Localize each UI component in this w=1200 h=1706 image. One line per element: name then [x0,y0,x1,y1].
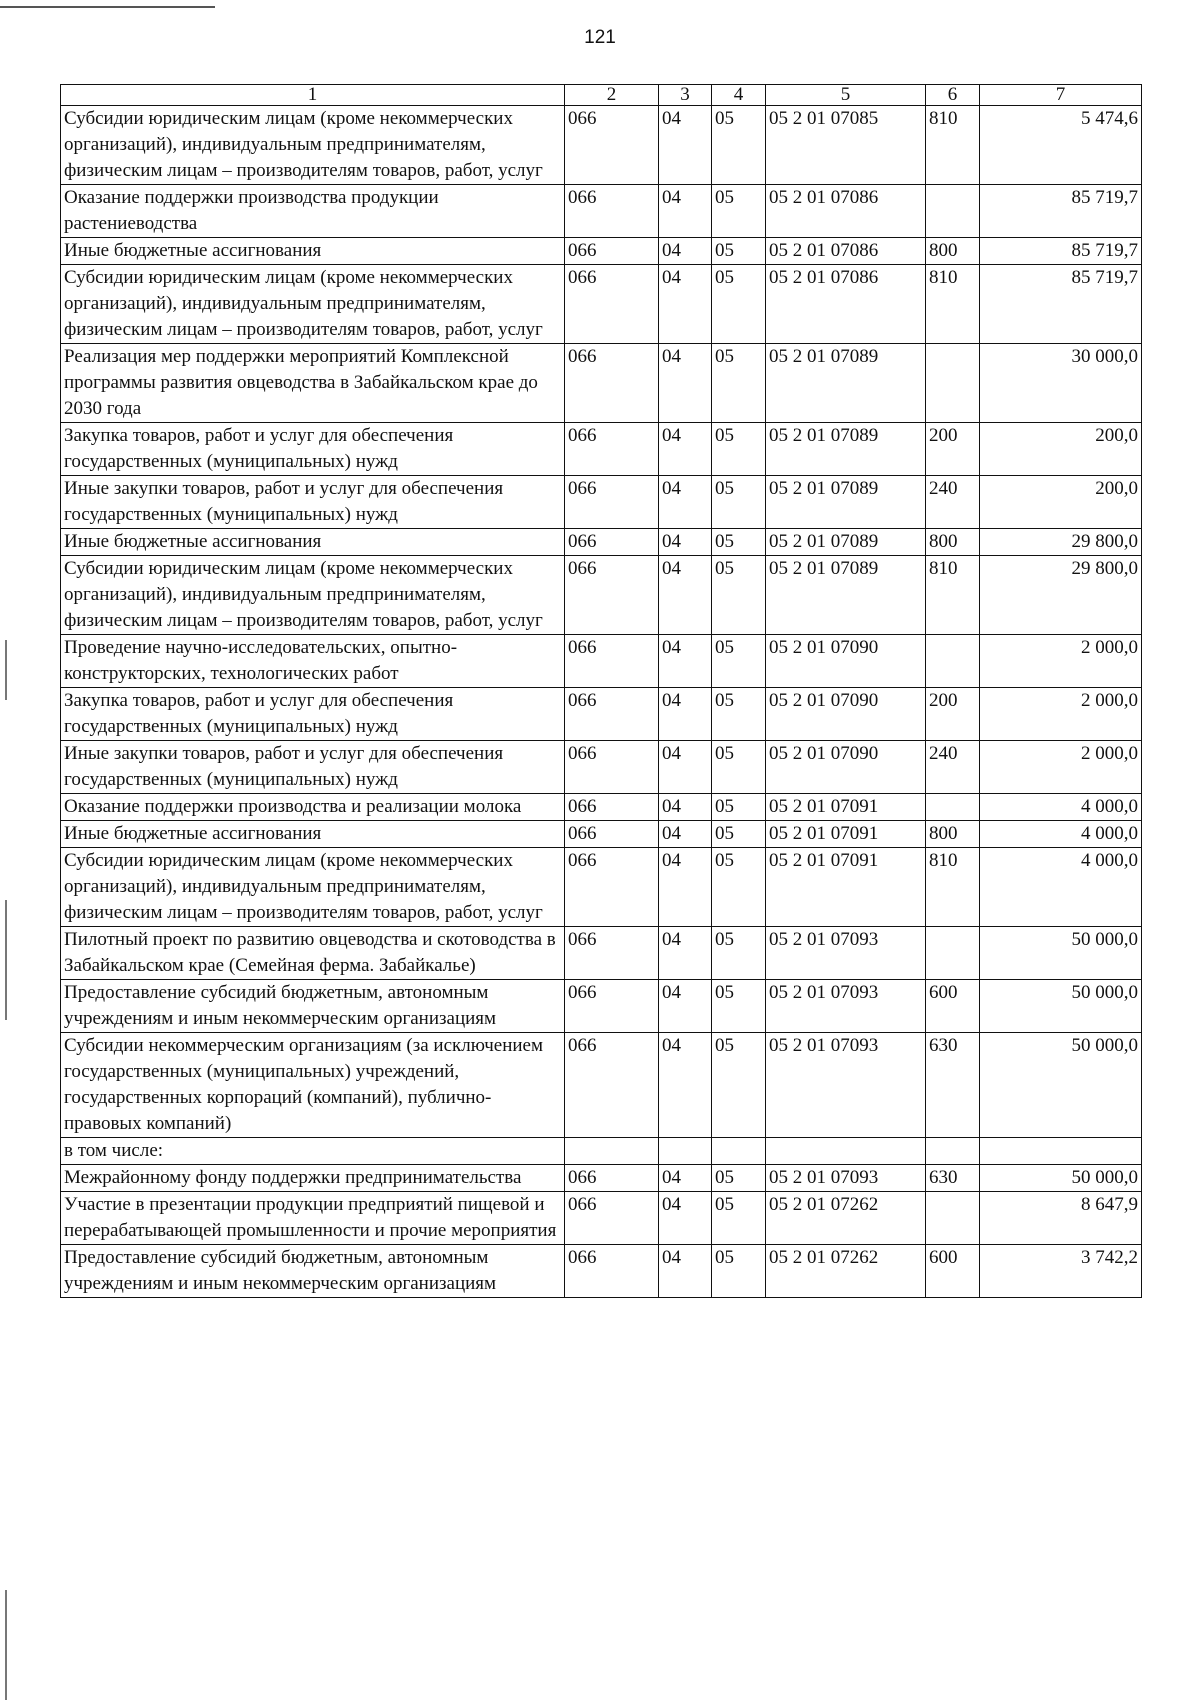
section-code-cell: 04 [659,1165,712,1192]
row-name-cell: Реализация мер поддержки мероприятий Комплексной программы развития овцеводства в Забайкальском крае до 2030 года [61,344,565,423]
target-article-cell: 05 2 01 07093 [766,927,926,980]
subsection-code-cell: 05 [712,476,766,529]
page-number: 121 [584,27,616,48]
section-code-cell: 04 [659,265,712,344]
subsection-code-cell: 05 [712,185,766,238]
section-code-cell: 04 [659,556,712,635]
amount-cell: 85 719,7 [980,238,1142,265]
row-name-cell: Субсидии юридическим лицам (кроме некоммерческих организаций), индивидуальным предпринимателям, физическим лицам – производителям товаров, работ, услуг [61,106,565,185]
amount-cell: 4 000,0 [980,821,1142,848]
table-row [61,1245,1142,1298]
expense-type-cell [926,1138,980,1165]
expense-type-cell [926,185,980,238]
subsection-code-cell: 05 [712,344,766,423]
row-name-cell: Межрайонному фонду поддержки предпринимательства [61,1165,565,1192]
section-code-cell: 04 [659,848,712,927]
section-code-cell: 04 [659,238,712,265]
expense-type-cell: 810 [926,556,980,635]
amount-cell: 50 000,0 [980,927,1142,980]
table-row [61,185,1142,238]
section-code-cell: 04 [659,688,712,741]
department-code-cell: 066 [565,238,659,265]
target-article-cell: 05 2 01 07089 [766,423,926,476]
table-row [61,265,1142,344]
scan-edge-mark [5,1590,7,1700]
table-row [61,821,1142,848]
department-code-cell: 066 [565,529,659,556]
subsection-code-cell: 05 [712,1192,766,1245]
expense-type-cell: 800 [926,821,980,848]
subsection-code-cell: 05 [712,106,766,185]
target-article-cell [766,1138,926,1165]
target-article-cell: 05 2 01 07090 [766,688,926,741]
table-row [61,1192,1142,1245]
expense-type-cell: 200 [926,423,980,476]
amount-cell: 200,0 [980,476,1142,529]
row-name-cell: Иные бюджетные ассигнования [61,529,565,556]
department-code-cell: 066 [565,794,659,821]
scan-top-rule [0,6,215,8]
subsection-code-cell: 05 [712,238,766,265]
section-code-cell: 04 [659,423,712,476]
expense-type-cell: 800 [926,238,980,265]
row-name-cell: Проведение научно-исследовательских, опытно-конструкторских, технологических работ [61,635,565,688]
row-name-cell: Иные бюджетные ассигнования [61,821,565,848]
scan-edge-mark [5,900,7,1020]
expense-type-cell [926,1192,980,1245]
amount-cell: 85 719,7 [980,265,1142,344]
department-code-cell: 066 [565,556,659,635]
scan-edge-mark [5,640,7,700]
subsection-code-cell: 05 [712,529,766,556]
target-article-cell: 05 2 01 07262 [766,1192,926,1245]
table-row [61,927,1142,980]
column-header: 3 [659,85,712,106]
row-name-cell: Пилотный проект по развитию овцеводства и скотоводства в Забайкальском крае (Семейная ферма. Забайкалье) [61,927,565,980]
department-code-cell: 066 [565,688,659,741]
subsection-code-cell: 05 [712,927,766,980]
section-code-cell [659,1138,712,1165]
column-header: 6 [926,85,980,106]
department-code-cell [565,1138,659,1165]
subsection-code-cell: 05 [712,980,766,1033]
row-name-cell: Оказание поддержки производства и реализации молока [61,794,565,821]
target-article-cell: 05 2 01 07093 [766,1033,926,1138]
subsection-code-cell: 05 [712,821,766,848]
target-article-cell: 05 2 01 07091 [766,848,926,927]
column-header: 2 [565,85,659,106]
section-code-cell: 04 [659,741,712,794]
amount-cell: 8 647,9 [980,1192,1142,1245]
expense-type-cell: 630 [926,1033,980,1138]
section-code-cell: 04 [659,1192,712,1245]
table-row [61,344,1142,423]
amount-cell: 3 742,2 [980,1245,1142,1298]
target-article-cell: 05 2 01 07089 [766,476,926,529]
department-code-cell: 066 [565,185,659,238]
department-code-cell: 066 [565,635,659,688]
subsection-code-cell: 05 [712,688,766,741]
table-row [61,1165,1142,1192]
department-code-cell: 066 [565,927,659,980]
row-name-cell: Субсидии юридическим лицам (кроме некоммерческих организаций), индивидуальным предпринимателям, физическим лицам – производителям товаров, работ, услуг [61,848,565,927]
subsection-code-cell: 05 [712,556,766,635]
table-row [61,106,1142,185]
target-article-cell: 05 2 01 07090 [766,635,926,688]
target-article-cell: 05 2 01 07089 [766,344,926,423]
amount-cell: 2 000,0 [980,741,1142,794]
department-code-cell: 066 [565,423,659,476]
expense-type-cell [926,635,980,688]
table-row [61,556,1142,635]
section-code-cell: 04 [659,529,712,556]
department-code-cell: 066 [565,476,659,529]
row-name-cell: Иные закупки товаров, работ и услуг для обеспечения государственных (муниципальных) нужд [61,741,565,794]
expense-type-cell: 600 [926,1245,980,1298]
expense-type-cell: 810 [926,848,980,927]
table-header-row [61,85,1142,106]
table-row [61,1138,1142,1165]
target-article-cell: 05 2 01 07093 [766,980,926,1033]
section-code-cell: 04 [659,344,712,423]
target-article-cell: 05 2 01 07090 [766,741,926,794]
table-row [61,688,1142,741]
subsection-code-cell: 05 [712,423,766,476]
table-row [61,423,1142,476]
amount-cell: 4 000,0 [980,794,1142,821]
department-code-cell: 066 [565,1192,659,1245]
table-row [61,794,1142,821]
department-code-cell: 066 [565,980,659,1033]
amount-cell [980,1138,1142,1165]
subsection-code-cell: 05 [712,1033,766,1138]
row-name-cell: Иные закупки товаров, работ и услуг для обеспечения государственных (муниципальных) нужд [61,476,565,529]
amount-cell: 29 800,0 [980,529,1142,556]
expense-type-cell: 810 [926,106,980,185]
department-code-cell: 066 [565,265,659,344]
department-code-cell: 066 [565,1245,659,1298]
row-name-cell: Предоставление субсидий бюджетным, автономным учреждениям и иным некоммерческим организациям [61,1245,565,1298]
budget-table [60,84,1142,1298]
amount-cell: 200,0 [980,423,1142,476]
row-name-cell: Иные бюджетные ассигнования [61,238,565,265]
department-code-cell: 066 [565,821,659,848]
subsection-code-cell: 05 [712,794,766,821]
section-code-cell: 04 [659,476,712,529]
target-article-cell: 05 2 01 07089 [766,556,926,635]
department-code-cell: 066 [565,106,659,185]
table-row [61,238,1142,265]
expense-type-cell: 800 [926,529,980,556]
department-code-cell: 066 [565,741,659,794]
column-header: 1 [61,85,565,106]
section-code-cell: 04 [659,185,712,238]
table-row [61,635,1142,688]
row-name-cell: Субсидии юридическим лицам (кроме некоммерческих организаций), индивидуальным предпринимателям, физическим лицам – производителям товаров, работ, услуг [61,556,565,635]
row-name-cell: Оказание поддержки производства продукции растениеводства [61,185,565,238]
amount-cell: 50 000,0 [980,980,1142,1033]
table-row [61,741,1142,794]
section-code-cell: 04 [659,1033,712,1138]
department-code-cell: 066 [565,344,659,423]
amount-cell: 85 719,7 [980,185,1142,238]
section-code-cell: 04 [659,106,712,185]
row-name-cell: Закупка товаров, работ и услуг для обеспечения государственных (муниципальных) нужд [61,688,565,741]
target-article-cell: 05 2 01 07089 [766,529,926,556]
subsection-code-cell: 05 [712,1165,766,1192]
table-row [61,476,1142,529]
row-name-cell: Участие в презентации продукции предприятий пищевой и перерабатывающей промышленности и прочие мероприятия [61,1192,565,1245]
row-name-cell: Субсидии некоммерческим организациям (за исключением государственных (муниципальных) учреждений, государственных корпораций (компаний), публично-правовых компаний) [61,1033,565,1138]
section-code-cell: 04 [659,635,712,688]
table-row [61,529,1142,556]
amount-cell: 4 000,0 [980,848,1142,927]
section-code-cell: 04 [659,794,712,821]
department-code-cell: 066 [565,1165,659,1192]
amount-cell: 5 474,6 [980,106,1142,185]
target-article-cell: 05 2 01 07086 [766,265,926,344]
target-article-cell: 05 2 01 07091 [766,821,926,848]
expense-type-cell [926,344,980,423]
target-article-cell: 05 2 01 07093 [766,1165,926,1192]
subsection-code-cell: 05 [712,265,766,344]
column-header: 5 [766,85,926,106]
department-code-cell: 066 [565,848,659,927]
table-row [61,1033,1142,1138]
table-row [61,980,1142,1033]
amount-cell: 2 000,0 [980,635,1142,688]
expense-type-cell: 810 [926,265,980,344]
row-name-cell: Субсидии юридическим лицам (кроме некоммерческих организаций), индивидуальным предпринимателям, физическим лицам – производителям товаров, работ, услуг [61,265,565,344]
target-article-cell: 05 2 01 07086 [766,185,926,238]
row-name-cell: Предоставление субсидий бюджетным, автономным учреждениям и иным некоммерческим организациям [61,980,565,1033]
target-article-cell: 05 2 01 07091 [766,794,926,821]
expense-type-cell: 200 [926,688,980,741]
section-code-cell: 04 [659,821,712,848]
expense-type-cell [926,927,980,980]
target-article-cell: 05 2 01 07262 [766,1245,926,1298]
column-header: 7 [980,85,1142,106]
row-name-cell: Закупка товаров, работ и услуг для обеспечения государственных (муниципальных) нужд [61,423,565,476]
amount-cell: 29 800,0 [980,556,1142,635]
subsection-code-cell: 05 [712,1245,766,1298]
subsection-code-cell [712,1138,766,1165]
subsection-code-cell: 05 [712,848,766,927]
amount-cell: 50 000,0 [980,1033,1142,1138]
department-code-cell: 066 [565,1033,659,1138]
column-header: 4 [712,85,766,106]
amount-cell: 30 000,0 [980,344,1142,423]
section-code-cell: 04 [659,980,712,1033]
amount-cell: 50 000,0 [980,1165,1142,1192]
subsection-code-cell: 05 [712,741,766,794]
section-code-cell: 04 [659,1245,712,1298]
expense-type-cell: 240 [926,476,980,529]
expense-type-cell: 600 [926,980,980,1033]
amount-cell: 2 000,0 [980,688,1142,741]
expense-type-cell [926,794,980,821]
target-article-cell: 05 2 01 07086 [766,238,926,265]
row-name-cell: в том числе: [61,1138,565,1165]
expense-type-cell: 630 [926,1165,980,1192]
expense-type-cell: 240 [926,741,980,794]
subsection-code-cell: 05 [712,635,766,688]
section-code-cell: 04 [659,927,712,980]
table-row [61,848,1142,927]
target-article-cell: 05 2 01 07085 [766,106,926,185]
